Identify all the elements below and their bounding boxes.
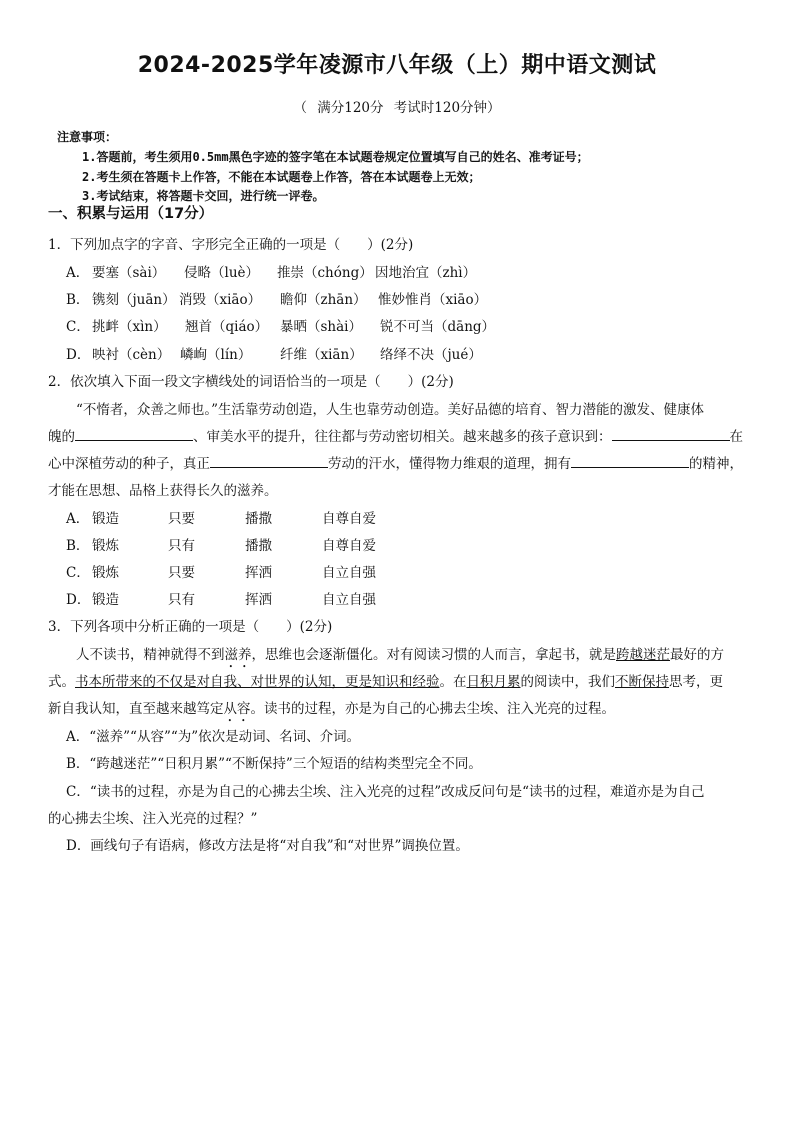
note-item: 3.考试结束，将答题卡交回，进行统一评卷。	[82, 189, 325, 203]
passage-text: 式。	[48, 674, 75, 690]
passage-text: 的精神，	[689, 456, 743, 472]
fill-blank-3	[210, 455, 328, 468]
underlined-phrase: 不断保持	[615, 674, 669, 690]
passage-line	[48, 697, 615, 725]
passage-text: 劳动的汗水，懂得物力维艰的道理，拥有	[328, 456, 571, 472]
option-label: C．	[66, 319, 90, 335]
option-item: 推崇（chóng）	[277, 265, 373, 281]
underlined-phrase: 跨越迷茫	[616, 647, 670, 663]
option-item: 播撒	[245, 511, 272, 527]
option-item: 因地治宜（zhì）	[375, 265, 477, 281]
option-item: 自尊自爱	[322, 511, 376, 527]
option-item: 惟妙惟肖（xiāo）	[378, 292, 488, 308]
option-label: A．	[66, 265, 90, 281]
note-item: 1.答题前，考生须用0.5mm黑色字迹的签字笔在本试题卷规定位置填写自己的姓名、准考证号；	[82, 150, 589, 164]
passage-line	[48, 425, 743, 445]
fill-blank-2	[612, 428, 730, 441]
option-item: 纤维（xiān）	[280, 347, 363, 363]
option-item: 侵略（luè）	[184, 265, 260, 281]
underlined-sentence: 书本所带来的不仅是对自我、对世界的认知，更是知识和经验	[75, 674, 440, 690]
passage-line	[76, 643, 724, 671]
option-item: 消毁（xiāo）	[179, 292, 262, 308]
q3-option-c: C．“读书的过程，亦是为自己的心拂去尘埃、注入光亮的过程”改成反问句是“读书的过程，难道亦是为自己	[66, 784, 705, 800]
section-heading: 一、积累与运用（17分）	[48, 206, 214, 222]
option-item: 挥洒	[245, 592, 272, 608]
option-item: 镌刻（juān）	[92, 292, 176, 308]
emphasized-word: 滋养	[224, 647, 252, 663]
passage-text: 魄的	[48, 429, 75, 445]
option-item: 只要	[168, 565, 195, 581]
passage-line	[48, 452, 743, 472]
passage-line: 才能在思想、品格上获得长久的滋养。	[48, 483, 278, 499]
underlined-phrase: 日积月累	[466, 674, 521, 690]
passage-text: 思考，更	[669, 674, 723, 690]
passage-text: 心中深植劳动的种子，真正	[48, 456, 210, 472]
passage-text: 新自我认知，直至越来越笃定	[48, 701, 224, 717]
passage-text: 。读书的过程，亦是为自己的心拂去尘埃、注入光亮的过程。	[250, 701, 615, 717]
option-item: 锐不可当（dāng）	[380, 319, 496, 335]
passage-text: 的阅读中，我们	[520, 674, 615, 690]
fill-blank-4	[571, 455, 689, 468]
option-item: 只有	[168, 538, 195, 554]
question-3-stem: 3．下列各项中分析正确的一项是（ ）(2分)	[48, 619, 333, 635]
option-item: 锻炼	[92, 565, 119, 581]
option-item: 挑衅（xìn）	[92, 319, 167, 335]
option-item: 自尊自爱	[322, 538, 376, 554]
option-label: C．	[66, 565, 90, 581]
passage-line	[48, 670, 723, 690]
option-item: 要塞（sài）	[92, 265, 166, 281]
q3-option-b: B．“跨越迷茫”“日积月累”“不断保持”三个短语的结构类型完全不同。	[66, 756, 482, 772]
fill-blank-1	[75, 428, 193, 441]
option-label: D．	[66, 347, 91, 363]
question-2-stem: 2．依次填入下面一段文字横线处的词语恰当的一项是（ ）(2分)	[48, 374, 454, 390]
option-item: 映衬（cèn）	[92, 347, 171, 363]
option-item: 锻造	[92, 511, 119, 527]
option-item: 只有	[168, 592, 195, 608]
option-item: 自立自强	[322, 592, 376, 608]
option-label: B．	[66, 292, 90, 308]
passage-text: 在	[729, 429, 743, 445]
page-title: 2024-2025学年凌源市八年级（上）期中语文测试	[137, 53, 657, 78]
notes-label: 注意事项：	[57, 130, 118, 144]
option-item: 锻炼	[92, 538, 119, 554]
passage-text: 。在	[439, 674, 467, 690]
exam-info: （ 满分120分 考试时120分钟）	[293, 100, 501, 116]
option-item: 翘首（qiáo）	[185, 319, 269, 335]
question-1-stem: 1．下列加点字的字音、字形完全正确的一项是（ ）(2分)	[48, 237, 414, 253]
note-item: 2.考生须在答题卡上作答，不能在本试题卷上作答，答在本试题卷上无效；	[82, 170, 481, 184]
passage-text: 人不读书，精神就得不到	[76, 647, 225, 663]
option-item: 只要	[168, 511, 195, 527]
passage-text: 、审美水平的提升，往往都与劳动密切相关。越来越多的孩子意识到：	[193, 429, 612, 445]
option-item: 挥洒	[245, 565, 272, 581]
passage-text: 最好的方	[670, 647, 724, 663]
option-item: 瞻仰（zhān）	[280, 292, 367, 308]
q3-option-a: A．“滋养”“从容”“为”依次是动词、名词、介词。	[66, 729, 361, 745]
passage-text: ，思维也会逐渐僵化。对有阅读习惯的人而言，拿起书，就是	[251, 647, 616, 663]
passage-line: “不惰者，众善之师也。”生活靠劳动创造，人生也靠劳动创造。美好品德的培育、智力潜能的激发、健康体	[76, 402, 705, 418]
option-item: 锻造	[92, 592, 119, 608]
option-item: 嶙峋（lín）	[180, 347, 252, 363]
option-label: B．	[66, 538, 90, 554]
q3-option-d: D．画线句子有语病，修改方法是将“对自我”和“对世界”调换位置。	[66, 838, 469, 854]
option-item: 络绎不决（jué）	[380, 347, 482, 363]
option-label: D．	[66, 592, 91, 608]
option-item: 播撒	[245, 538, 272, 554]
q3-option-c-continued: 的心拂去尘埃、注入光亮的过程？”	[48, 811, 258, 827]
emphasized-word: 从容	[223, 701, 251, 717]
option-label: A．	[66, 511, 90, 527]
option-item: 自立自强	[322, 565, 376, 581]
option-item: 暴晒（shài）	[280, 319, 362, 335]
